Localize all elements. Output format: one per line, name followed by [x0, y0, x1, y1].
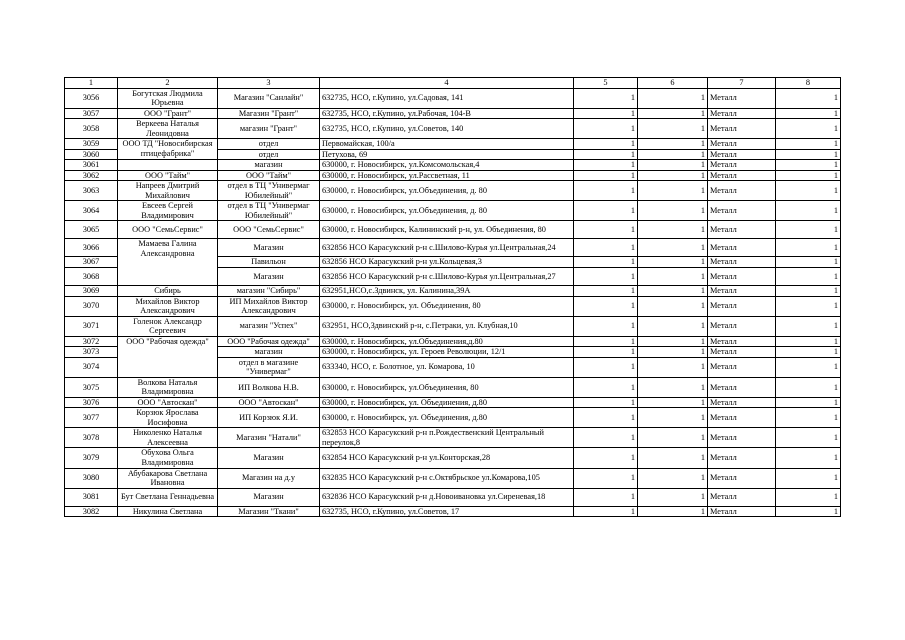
table-row [65, 397, 841, 408]
type-cell: ИП Волкова Н.В. [218, 377, 320, 397]
type-cell: Магазин [218, 448, 320, 468]
name-cell: ООО "Грант" [118, 108, 218, 119]
col5-cell: 1 [574, 316, 638, 336]
name-cell [118, 160, 218, 171]
row-id-cell: 3078 [65, 428, 118, 448]
table-row [65, 170, 841, 181]
table-row [65, 377, 841, 397]
col7-cell: Металл [708, 88, 776, 108]
table-row [65, 201, 841, 221]
col5-cell: 1 [574, 181, 638, 201]
col8-cell: 1 [776, 139, 841, 150]
type-cell: Магазин [218, 239, 320, 257]
type-cell: Магазин [218, 267, 320, 285]
row-id-cell: 3074 [65, 357, 118, 377]
name-cell: ООО "Автоскан" [118, 397, 218, 408]
col5-cell: 1 [574, 88, 638, 108]
type-cell: Магазин "Санлайн" [218, 88, 320, 108]
col7-cell: Металл [708, 357, 776, 377]
address-cell: 633340, НСО, г. Болотное, ул. Комарова, 10 [320, 357, 574, 377]
row-id-cell: 3066 [65, 239, 118, 257]
col8-cell: 1 [776, 160, 841, 171]
address-cell: 630000, г. Новосибирск, ул. Героев Революции, 12/1 [320, 347, 574, 358]
col5-cell: 1 [574, 336, 638, 347]
col5-cell: 1 [574, 488, 638, 506]
col7-cell: Металл [708, 397, 776, 408]
col6-cell: 1 [638, 336, 708, 347]
col8-cell: 1 [776, 285, 841, 296]
row-id-cell: 3056 [65, 88, 118, 108]
col6-cell: 1 [638, 468, 708, 488]
type-cell: ООО "Рабочая одежда" [218, 336, 320, 347]
col5-cell: 1 [574, 377, 638, 397]
col8-cell: 1 [776, 149, 841, 160]
col8-cell: 1 [776, 428, 841, 448]
name-cell: ООО "Тайм" [118, 170, 218, 181]
col7-cell: Металл [708, 408, 776, 428]
col5-cell: 1 [574, 221, 638, 239]
col6-cell: 1 [638, 357, 708, 377]
col5-cell: 1 [574, 267, 638, 285]
row-id-cell: 3064 [65, 201, 118, 221]
header-row [65, 78, 841, 89]
address-cell: 630000, г. Новосибирск, ул. Объединения, д.80 [320, 408, 574, 428]
address-cell: 632854 НСО Карасукский р-н ул.Конторская,28 [320, 448, 574, 468]
col6-cell: 1 [638, 488, 708, 506]
type-cell: магазин "Грант" [218, 119, 320, 139]
col5-cell: 1 [574, 408, 638, 428]
col5-cell: 1 [574, 448, 638, 468]
name-cell: Напреев Дмитрий Михайлович [118, 181, 218, 201]
table-row [65, 506, 841, 517]
address-cell: 632853 НСО Карасукский р-н п.Рождественский Центральный переулок,8 [320, 428, 574, 448]
address-cell: 630000, г. Новосибирск, ул.Рассветная, 11 [320, 170, 574, 181]
table-row [65, 488, 841, 506]
type-cell: ИП Корзюк Я.И. [218, 408, 320, 428]
type-cell: Магазин [218, 488, 320, 506]
name-cell: ООО "Рабочая одежда" [118, 336, 218, 377]
row-id-cell: 3082 [65, 506, 118, 517]
col5-cell: 1 [574, 506, 638, 517]
type-cell: Павильон [218, 257, 320, 268]
name-cell: Богутская Людмила Юрьевна [118, 88, 218, 108]
row-id-cell: 3077 [65, 408, 118, 428]
col7-cell: Металл [708, 488, 776, 506]
col5-cell: 1 [574, 170, 638, 181]
col6-cell: 1 [638, 170, 708, 181]
name-cell: Волкова Наталья Владимировна [118, 377, 218, 397]
col8-cell: 1 [776, 408, 841, 428]
type-cell: магазин [218, 347, 320, 358]
table-row [65, 296, 841, 316]
col6-cell: 1 [638, 88, 708, 108]
table-row [65, 139, 841, 150]
col6-cell: 1 [638, 267, 708, 285]
type-cell: магазин "Успех" [218, 316, 320, 336]
address-cell: 630000, г. Новосибирск, ул.Объединения, д. 80 [320, 201, 574, 221]
col8-cell: 1 [776, 257, 841, 268]
col7-cell: Металл [708, 221, 776, 239]
name-cell: Веркеева Наталья Леонидовна [118, 119, 218, 139]
col6-cell: 1 [638, 160, 708, 171]
col7-cell: Металл [708, 267, 776, 285]
type-cell: отдел [218, 139, 320, 150]
col6-cell: 1 [638, 428, 708, 448]
address-cell: 632951,НСО,с.Здвинск, ул. Калинина,39А [320, 285, 574, 296]
col5-cell: 1 [574, 201, 638, 221]
col5-cell: 1 [574, 160, 638, 171]
name-cell: Бут Светлана Геннадьевна [118, 488, 218, 506]
col5-cell: 1 [574, 119, 638, 139]
column-header: 4 [320, 78, 574, 89]
table-row [65, 160, 841, 171]
name-cell: Голенок Александр Сергеевич [118, 316, 218, 336]
address-cell: 632735, НСО, г.Купино, ул.Садовая, 141 [320, 88, 574, 108]
col8-cell: 1 [776, 357, 841, 377]
col8-cell: 1 [776, 108, 841, 119]
col5-cell: 1 [574, 149, 638, 160]
col8-cell: 1 [776, 170, 841, 181]
address-cell: Первомайская, 100/а [320, 139, 574, 150]
col8-cell: 1 [776, 468, 841, 488]
col6-cell: 1 [638, 448, 708, 468]
row-id-cell: 3067 [65, 257, 118, 268]
col6-cell: 1 [638, 285, 708, 296]
col6-cell: 1 [638, 397, 708, 408]
row-id-cell: 3068 [65, 267, 118, 285]
type-cell: магазин "Сибирь" [218, 285, 320, 296]
address-cell: 630000, г. Новосибирск, ул.Объединения, 80 [320, 377, 574, 397]
col7-cell: Металл [708, 149, 776, 160]
col7-cell: Металл [708, 108, 776, 119]
address-cell: 630000, г. Новосибирск, ул.Объединения, д. 80 [320, 181, 574, 201]
table-row [65, 285, 841, 296]
table-body [65, 78, 841, 517]
col8-cell: 1 [776, 377, 841, 397]
table-row [65, 239, 841, 257]
table-row [65, 221, 841, 239]
col6-cell: 1 [638, 239, 708, 257]
address-cell: 632735, НСО, г.Купино, ул.Советов, 17 [320, 506, 574, 517]
col5-cell: 1 [574, 285, 638, 296]
col7-cell: Металл [708, 316, 776, 336]
row-id-cell: 3079 [65, 448, 118, 468]
col7-cell: Металл [708, 377, 776, 397]
address-cell: 632836 НСО Карасукский р-н д.Новоивановка ул.Сиреневая,18 [320, 488, 574, 506]
address-cell: Петухова, 69 [320, 149, 574, 160]
type-cell: ИП Михайлов Виктор Александрович [218, 296, 320, 316]
col8-cell: 1 [776, 267, 841, 285]
col6-cell: 1 [638, 181, 708, 201]
type-cell: ООО "Автоскан" [218, 397, 320, 408]
type-cell: ООО "СемьСервис" [218, 221, 320, 239]
row-id-cell: 3075 [65, 377, 118, 397]
column-header: 3 [218, 78, 320, 89]
row-id-cell: 3069 [65, 285, 118, 296]
col7-cell: Металл [708, 257, 776, 268]
table-row [65, 336, 841, 347]
col7-cell: Металл [708, 239, 776, 257]
address-cell: 630000, г. Новосибирск, ул. Объединения, д.80 [320, 397, 574, 408]
col8-cell: 1 [776, 239, 841, 257]
type-cell: Магазин "Грант" [218, 108, 320, 119]
row-id-cell: 3057 [65, 108, 118, 119]
address-cell: 632951, НСО,Здвинский р-н, с.Петраки, ул. Клубная,10 [320, 316, 574, 336]
name-cell: Обухова Ольга Владимировна [118, 448, 218, 468]
column-header: 7 [708, 78, 776, 89]
col5-cell: 1 [574, 139, 638, 150]
type-cell: Магазин на д.у [218, 468, 320, 488]
row-id-cell: 3070 [65, 296, 118, 316]
type-cell: отдел в ТЦ "Универмаг Юбилейный" [218, 201, 320, 221]
col5-cell: 1 [574, 108, 638, 119]
row-id-cell: 3073 [65, 347, 118, 358]
col6-cell: 1 [638, 108, 708, 119]
table-row [65, 88, 841, 108]
col6-cell: 1 [638, 316, 708, 336]
row-id-cell: 3060 [65, 149, 118, 160]
col8-cell: 1 [776, 221, 841, 239]
col7-cell: Металл [708, 296, 776, 316]
address-cell: 632856 НСО Карасукский р-н с.Шилово-Курья ул.Центральная,24 [320, 239, 574, 257]
col6-cell: 1 [638, 149, 708, 160]
col7-cell: Металл [708, 347, 776, 358]
row-id-cell: 3081 [65, 488, 118, 506]
table-row [65, 181, 841, 201]
col5-cell: 1 [574, 347, 638, 358]
data-table [64, 77, 841, 517]
col7-cell: Металл [708, 181, 776, 201]
row-id-cell: 3072 [65, 336, 118, 347]
table-row [65, 316, 841, 336]
col6-cell: 1 [638, 408, 708, 428]
row-id-cell: 3059 [65, 139, 118, 150]
col8-cell: 1 [776, 88, 841, 108]
row-id-cell: 3080 [65, 468, 118, 488]
table-row [65, 448, 841, 468]
type-cell: отдел [218, 149, 320, 160]
type-cell: ООО "Тайм" [218, 170, 320, 181]
address-cell: 630000, г. Новосибирск, ул.Объединения,д.80 [320, 336, 574, 347]
row-id-cell: 3071 [65, 316, 118, 336]
table-row [65, 119, 841, 139]
table-row [65, 468, 841, 488]
col6-cell: 1 [638, 506, 708, 517]
col7-cell: Металл [708, 119, 776, 139]
col8-cell: 1 [776, 316, 841, 336]
col7-cell: Металл [708, 139, 776, 150]
name-cell: ООО ТД "Новосибирская птицефабрика" [118, 139, 218, 160]
col6-cell: 1 [638, 296, 708, 316]
col8-cell: 1 [776, 448, 841, 468]
col5-cell: 1 [574, 357, 638, 377]
name-cell: Мамаева Галина Александровна [118, 239, 218, 286]
col7-cell: Металл [708, 506, 776, 517]
column-header: 5 [574, 78, 638, 89]
column-header: 6 [638, 78, 708, 89]
row-id-cell: 3062 [65, 170, 118, 181]
col6-cell: 1 [638, 201, 708, 221]
address-cell: 630000, г. Новосибирск, ул.Комсомольская,4 [320, 160, 574, 171]
col8-cell: 1 [776, 336, 841, 347]
col8-cell: 1 [776, 296, 841, 316]
col8-cell: 1 [776, 181, 841, 201]
name-cell: Корзюк Ярослава Иосифовна [118, 408, 218, 428]
col5-cell: 1 [574, 397, 638, 408]
row-id-cell: 3063 [65, 181, 118, 201]
row-id-cell: 3058 [65, 119, 118, 139]
col5-cell: 1 [574, 257, 638, 268]
column-header: 1 [65, 78, 118, 89]
col8-cell: 1 [776, 119, 841, 139]
col7-cell: Металл [708, 201, 776, 221]
name-cell: ООО "СемьСервис" [118, 221, 218, 239]
address-cell: 632835 НСО Карасукский р-н с.Октябрьское ул.Комарова,105 [320, 468, 574, 488]
col8-cell: 1 [776, 201, 841, 221]
name-cell: Евсеев Сергей Владимирович [118, 201, 218, 221]
col6-cell: 1 [638, 347, 708, 358]
col5-cell: 1 [574, 296, 638, 316]
address-cell: 632735, НСО, г.Купино, ул.Советов, 140 [320, 119, 574, 139]
type-cell: Магазин "Натали" [218, 428, 320, 448]
type-cell: отдел в магазине "Универмаг" [218, 357, 320, 377]
type-cell: магазин [218, 160, 320, 171]
col6-cell: 1 [638, 377, 708, 397]
col6-cell: 1 [638, 119, 708, 139]
row-id-cell: 3076 [65, 397, 118, 408]
col5-cell: 1 [574, 239, 638, 257]
type-cell: Магазин "Ткани" [218, 506, 320, 517]
col7-cell: Металл [708, 428, 776, 448]
col7-cell: Металл [708, 468, 776, 488]
column-header: 8 [776, 78, 841, 89]
name-cell: Абубакарова Светлана Ивановна [118, 468, 218, 488]
name-cell: Сибирь [118, 285, 218, 296]
col7-cell: Металл [708, 336, 776, 347]
col6-cell: 1 [638, 221, 708, 239]
type-cell: отдел в ТЦ "Универмаг Юбилейный" [218, 181, 320, 201]
address-cell: 630000, г. Новосибирск, Калининский р-н, ул. Объединения, 80 [320, 221, 574, 239]
address-cell: 630000, г. Новосибирск, ул. Объединения, 80 [320, 296, 574, 316]
row-id-cell: 3065 [65, 221, 118, 239]
table-row [65, 408, 841, 428]
name-cell: Николенко Наталья Алексеевна [118, 428, 218, 448]
address-cell: 632856 НСО Карасукский р-н ул.Кольцевая,3 [320, 257, 574, 268]
name-cell: Михайлов Виктор Александрович [118, 296, 218, 316]
col8-cell: 1 [776, 347, 841, 358]
col5-cell: 1 [574, 428, 638, 448]
col6-cell: 1 [638, 139, 708, 150]
col5-cell: 1 [574, 468, 638, 488]
col8-cell: 1 [776, 397, 841, 408]
col7-cell: Металл [708, 285, 776, 296]
address-cell: 632735, НСО, г.Купино, ул.Рабочая, 104-В [320, 108, 574, 119]
table-row [65, 428, 841, 448]
table-row [65, 108, 841, 119]
col7-cell: Металл [708, 170, 776, 181]
col7-cell: Металл [708, 160, 776, 171]
column-header: 2 [118, 78, 218, 89]
col6-cell: 1 [638, 257, 708, 268]
col7-cell: Металл [708, 448, 776, 468]
name-cell: Никулина Светлана [118, 506, 218, 517]
col8-cell: 1 [776, 506, 841, 517]
col8-cell: 1 [776, 488, 841, 506]
row-id-cell: 3061 [65, 160, 118, 171]
address-cell: 632856 НСО Карасукский р-н с.Шилово-Курья ул.Центральная,27 [320, 267, 574, 285]
